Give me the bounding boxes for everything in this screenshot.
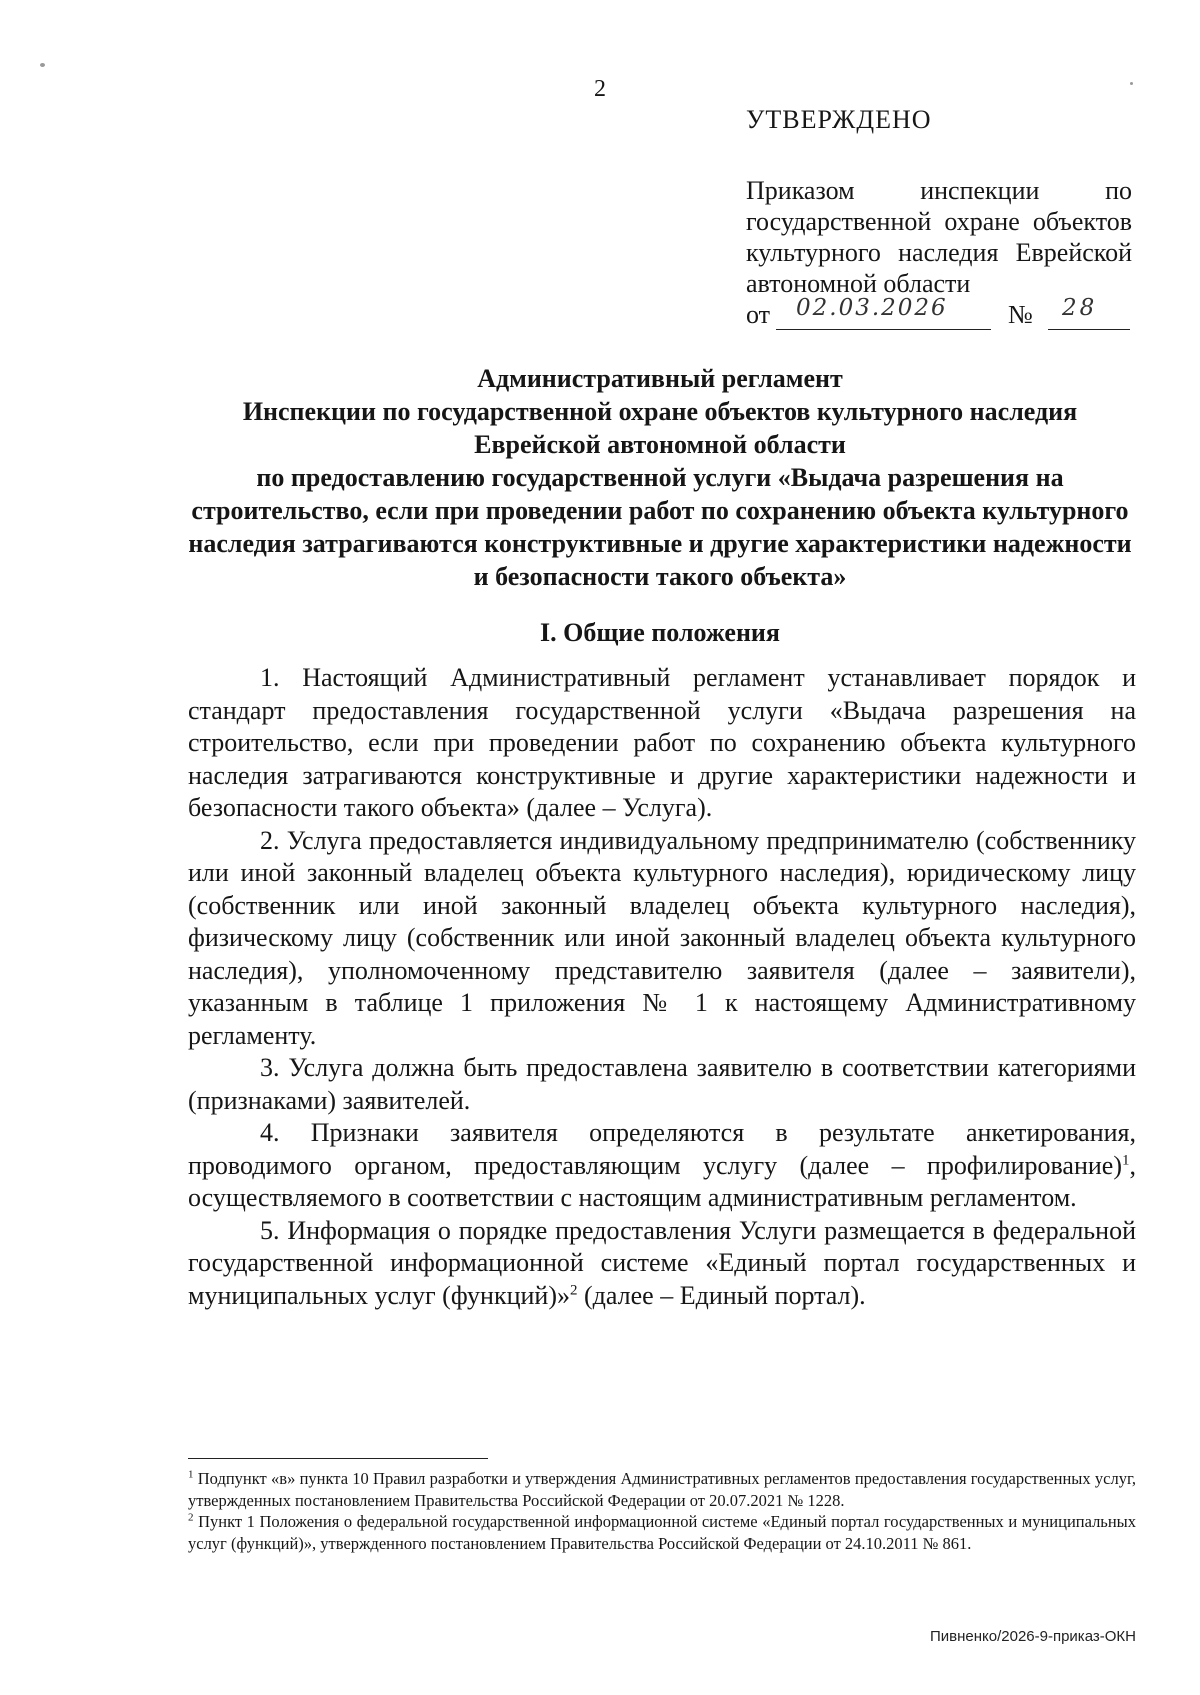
date-field <box>776 295 991 330</box>
document-body <box>188 662 1136 1312</box>
footnote-1 <box>188 1468 1136 1511</box>
scan-speck <box>40 63 45 67</box>
footnote-2 <box>188 1511 1136 1554</box>
number-sign: № <box>1008 300 1033 329</box>
paragraph-4 <box>188 1117 1136 1215</box>
paragraph-4-text: 4. Признаки заявителя определяются в результате анкетирования, проводимого органом, предоставляющим услугу (далее – профилирование) <box>188 1118 1136 1180</box>
footnotes <box>188 1468 1136 1554</box>
approved-heading: УТВЕРЖДЕНО <box>746 105 932 134</box>
paragraph-4-text-cont: , осуществляемого в соответствии с настоящим административным регламентом. <box>188 1150 1136 1212</box>
footnote-marker: 2 <box>188 1511 194 1524</box>
order-date-line <box>746 295 1132 333</box>
handwritten-date: 02.03.2026 <box>796 295 948 321</box>
paragraph-5 <box>188 1215 1136 1313</box>
title-line: Административный регламент <box>477 364 843 393</box>
paragraph-3: 3. Услуга должна быть предоставлена заявителю в соответствии категориями (признаками) заявителей. <box>188 1053 1136 1115</box>
date-prefix: от <box>746 300 771 329</box>
title-line: по предоставлению государственной услуги «Выдача разрешения на строительство, если при проведении работ по сохранению объекта культурного наследия затрагиваются конструктивные и другие характеристики надежности и безопасности такого объекта» <box>188 463 1132 591</box>
footnote-ref-2: 2 <box>570 1281 578 1298</box>
footnote-text: Подпункт «в» пункта 10 Правил разработки и утверждения Административных регламентов предоставления государственных услуг, утвержденных постановлением Правительства Российской Федерации от 20.07.2021 № 1228. <box>188 1469 1136 1510</box>
handwritten-number: 28 <box>1062 295 1098 321</box>
footnote-ref-1: 1 <box>1122 1151 1130 1168</box>
footnote-text: Пункт 1 Положения о федеральной государственной информационной системе «Единый портал государственных и муниципальных услуг (функций)», утвержденного постановлением Правительства Российской Федерации от 24.10.2011 № 861. <box>188 1512 1136 1553</box>
paragraph-2: 2. Услуга предоставляется индивидуальному предпринимателю (собственнику или иной законный владелец объекта культурного наследия), юридическому лицу (собственник или иной законный владелец объекта культурного наследия), физическому лицу (собственник или иной законный владелец объекта культурного наследия), уполномоченному представителю заявителя (далее – заявители), указанным в таблице 1 приложения № 1 к настоящему Административному регламенту. <box>188 825 1136 1050</box>
number-field <box>1048 295 1130 330</box>
section-heading: I. Общие положения <box>540 618 780 647</box>
paragraph-1: 1. Настоящий Административный регламент устанавливает порядок и стандарт предоставления государственной услуги «Выдача разрешения на строительство, если при проведении работ по сохранению объекта культурного наследия затрагиваются конструктивные и другие характеристики надежности и безопасности такого объекта» (далее – Услуга). <box>188 663 1136 822</box>
page-number: 2 <box>594 76 606 102</box>
document-title <box>180 362 1140 593</box>
footnote-marker: 1 <box>188 1468 194 1481</box>
title-line: Инспекции по государственной охране объектов культурного наследия <box>242 397 1078 426</box>
title-line: Еврейской автономной области <box>474 430 846 459</box>
document-code: Пивненко/2026-9-приказ-ОКН <box>929 1628 1136 1645</box>
paragraph-5-text: 5. Информация о порядке предоставления Услуги размещается в федеральной государственной информационной системе «Единый портал государственных и муниципальных услуг (функций)» <box>188 1215 1136 1310</box>
approval-block <box>746 104 1132 333</box>
paragraph-5-text-cont: (далее – Единый портал). <box>577 1280 866 1310</box>
order-reference: Приказом инспекции по государственной охране объектов культурного наследия Еврейской автономной области <box>746 176 1132 298</box>
footnote-divider <box>188 1458 488 1459</box>
